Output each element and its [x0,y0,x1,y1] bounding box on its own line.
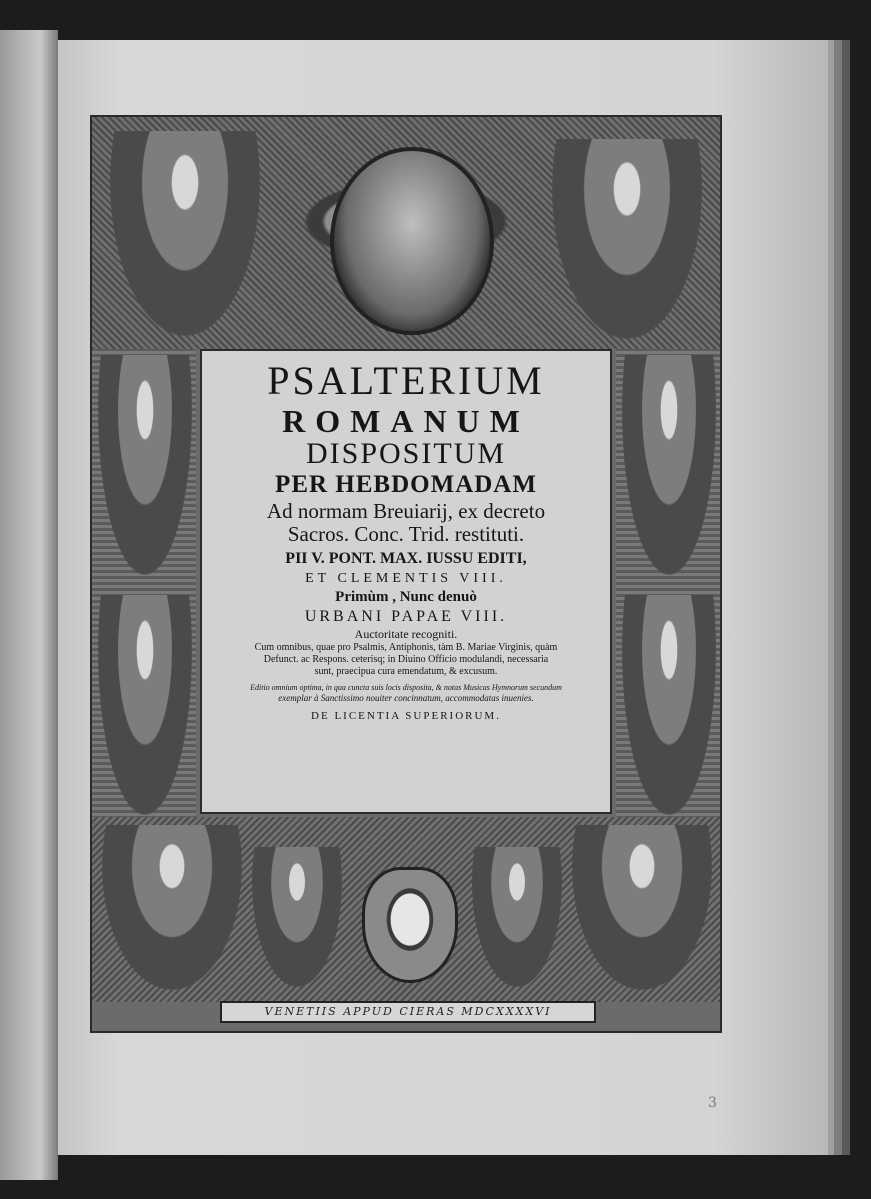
title-line-3: DISPOSITUM [305,437,507,470]
title-line-14: sunt, praecipua cura emendatum, & excusum. [314,666,498,677]
title-line-12: Cum omnibus, quae pro Psalmis, Antiphonis, tàm B. Mariae Virginis, quàm [254,642,558,653]
papal-coat-of-arms [362,867,458,983]
bottom-ornament [92,817,720,1002]
title-page [58,40,828,1155]
apostle-figure-right-lower [622,595,716,815]
evangelist-figure-bottom-left [102,825,242,990]
title-line-7: PII V. PONT. MAX. IUSSU EDITI, [285,550,527,567]
saint-figure-top-left [110,131,260,336]
saint-figure-top-right [552,139,702,339]
apostle-figure-left-lower [98,595,192,815]
title-line-17: DE LICENTIA SUPERIORUM. [311,710,501,722]
imprint-cartouche: VENETIIS APPUD CIERAS MDCXXXXVI [220,1001,596,1023]
facing-page-edge [0,30,58,1180]
cherub-figure-right [472,847,562,987]
title-line-11: Auctoritate recogniti. [354,627,458,641]
title-line-6: Sacros. Conc. Trid. restituti. [287,522,525,546]
title-line-16: exemplar à Sanctissimo nouiter concinnatum, accommodatas inuenies. [278,693,534,703]
title-line-5: Ad normam Breuiarij, ex decreto [266,499,546,523]
title-line-13: Defunct. ac Respons. ceterisq; in Diuino Officio modulandi, necessaria [263,654,549,665]
engraved-frontispiece [90,115,722,1033]
apostle-figure-left-upper [98,355,192,575]
evangelist-figure-bottom-right [572,825,712,990]
title-line-2: ROMANUM [282,403,530,439]
title-line-1: PSALTERIUM [267,358,545,403]
title-line-9: Primùm , Nunc denuò [335,589,477,605]
title-line-8: ET CLEMENTIS VIII. [305,571,507,586]
title-line-10: URBANI PAPAE VIII. [304,608,508,625]
title-line-4: PER HEBDOMADAM [275,471,537,498]
cherub-figure-left [252,847,342,987]
title-line-15: Editio omnium optima, in qua cuncta suis locis disposita, & notas Musicas Hymnorum secundum [250,683,562,692]
right-column-figures [616,349,720,819]
pencil-annotation: 3 [708,1095,717,1111]
apostle-figure-right-upper [622,355,716,575]
king-david-medallion [330,147,494,335]
title-panel [200,349,612,814]
left-column-figures [92,349,196,819]
top-ornament [92,117,720,349]
